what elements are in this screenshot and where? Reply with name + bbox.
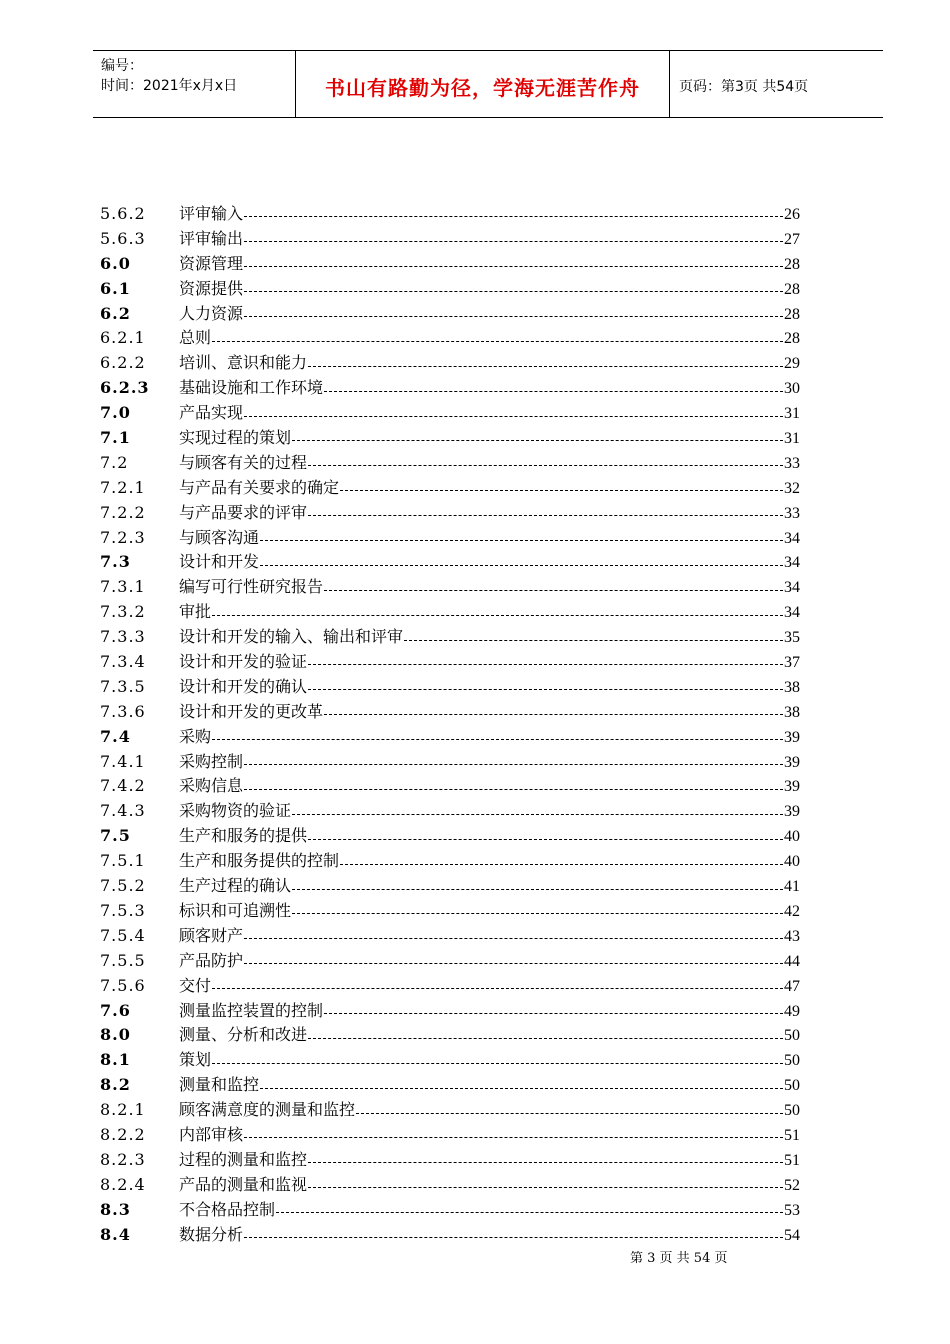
toc-page-number: 49 [784, 1002, 800, 1020]
toc-page-number: 37 [784, 654, 800, 672]
toc-dot-leader [260, 1088, 783, 1089]
toc-entry[interactable] [100, 526, 800, 551]
toc-page-number: 34 [784, 604, 800, 622]
toc-page-number: 39 [784, 803, 800, 821]
toc-entry-body [179, 302, 800, 328]
toc-dot-leader [324, 391, 783, 392]
toc-entry-body [179, 774, 800, 800]
toc-page-number: 34 [784, 579, 800, 597]
toc-section-number: 7.3.6 [100, 701, 146, 721]
toc-dot-leader [212, 1063, 783, 1064]
toc-entry-body [179, 227, 800, 253]
toc-dot-leader [340, 490, 783, 491]
toc-dot-leader [212, 739, 783, 740]
toc-section-title: 与顾客有关的过程 [179, 452, 308, 472]
table-of-contents [100, 202, 800, 1247]
toc-section-title: 与顾客沟通 [179, 527, 260, 547]
toc-entry[interactable] [100, 1123, 800, 1148]
toc-dot-leader [308, 366, 783, 367]
toc-dot-leader [244, 764, 783, 765]
toc-section-number: 8.2.3 [100, 1149, 146, 1169]
toc-section-number: 7.2.1 [100, 477, 146, 497]
toc-dot-leader [276, 1212, 783, 1213]
toc-page-number: 28 [784, 255, 800, 273]
toc-page-number: 47 [784, 977, 800, 995]
toc-section-title: 内部审核 [179, 1124, 244, 1144]
toc-entry-body [179, 1023, 800, 1049]
toc-entry[interactable] [100, 650, 800, 675]
toc-section-title: 评审输出 [179, 228, 244, 248]
toc-section-title: 设计和开发的更改革 [179, 701, 324, 721]
toc-section-number: 8.2 [100, 1075, 131, 1095]
toc-entry-body [179, 1223, 800, 1249]
toc-section-title: 设计和开发的输入、输出和评审 [179, 627, 404, 647]
toc-page-number: 42 [784, 902, 800, 920]
toc-section-number: 6.2.2 [100, 353, 146, 373]
document-time-label: 时间：2021年x月x日 [101, 78, 238, 94]
toc-entry-body [179, 202, 800, 228]
toc-page-number: 53 [784, 1201, 800, 1219]
toc-entry[interactable] [100, 924, 800, 949]
toc-section-title: 编写可行性研究报告 [179, 577, 324, 597]
toc-entry-body [179, 351, 800, 377]
toc-entry-body [179, 476, 800, 502]
toc-entry[interactable] [100, 874, 800, 899]
toc-entry[interactable] [100, 227, 800, 252]
toc-section-number: 7.5 [100, 826, 131, 846]
toc-section-title: 生产过程的确认 [179, 876, 292, 896]
toc-section-number: 7.3.3 [100, 627, 146, 647]
toc-section-title: 人力资源 [179, 303, 244, 323]
toc-entry[interactable] [100, 401, 800, 426]
toc-entry-body [179, 974, 800, 1000]
toc-section-number: 6.2.1 [100, 328, 146, 348]
toc-entry[interactable] [100, 1073, 800, 1098]
toc-entry-body [179, 326, 800, 352]
toc-entry[interactable] [100, 1148, 800, 1173]
toc-dot-leader [292, 889, 783, 890]
toc-entry[interactable] [100, 1198, 800, 1223]
toc-section-title: 培训、意识和能力 [179, 353, 308, 373]
header-motto-cell [295, 51, 670, 117]
toc-section-number: 7.5.4 [100, 925, 146, 945]
toc-page-number: 50 [784, 1052, 800, 1070]
toc-dot-leader [244, 266, 783, 267]
toc-page-number: 39 [784, 728, 800, 746]
toc-entry-body [179, 401, 800, 427]
toc-page-number: 54 [784, 1226, 800, 1244]
toc-entry-body [179, 625, 800, 651]
toc-entry[interactable] [100, 376, 800, 401]
page-footer: 第 3 页 共 54 页 [630, 1251, 728, 1266]
toc-entry[interactable] [100, 1023, 800, 1048]
document-header [93, 50, 883, 118]
toc-entry[interactable] [100, 476, 800, 501]
toc-page-number: 34 [784, 529, 800, 547]
toc-section-title: 与产品要求的评审 [179, 502, 308, 522]
toc-dot-leader [260, 565, 783, 566]
toc-page-number: 39 [784, 778, 800, 796]
toc-page-number: 26 [784, 206, 800, 223]
toc-dot-leader [292, 440, 783, 441]
toc-entry[interactable] [100, 451, 800, 476]
header-meta-cell [93, 51, 295, 117]
toc-entry[interactable] [100, 799, 800, 824]
toc-dot-leader [244, 1137, 783, 1138]
toc-section-title: 评审输入 [179, 204, 244, 223]
toc-entry[interactable] [100, 326, 800, 351]
toc-entry-body [179, 1073, 800, 1099]
toc-entry[interactable] [100, 575, 800, 600]
toc-dot-leader [212, 341, 783, 342]
toc-section-title: 资源管理 [179, 253, 244, 273]
toc-dot-leader [308, 1162, 783, 1163]
toc-entry[interactable] [100, 625, 800, 650]
toc-entry-body [179, 277, 800, 303]
toc-entry[interactable] [100, 1173, 800, 1198]
toc-dot-leader [308, 689, 783, 690]
toc-page-number: 51 [784, 1151, 800, 1169]
toc-section-title: 标识和可追溯性 [179, 900, 292, 920]
toc-section-number: 6.2 [100, 303, 131, 323]
document-number-label: 编号： [101, 58, 143, 74]
toc-entry[interactable] [100, 949, 800, 974]
toc-entry[interactable] [100, 1223, 800, 1248]
toc-dot-leader [324, 590, 783, 591]
toc-section-title: 顾客满意度的测量和监控 [179, 1100, 356, 1120]
toc-entry[interactable] [100, 999, 800, 1024]
toc-dot-leader [308, 1038, 783, 1039]
toc-page-number: 50 [784, 1102, 800, 1120]
toc-section-number: 7.5.1 [100, 851, 146, 871]
toc-page-number: 28 [784, 305, 800, 323]
toc-page-number: 44 [784, 952, 800, 970]
toc-entry[interactable] [100, 1098, 800, 1123]
toc-entry-body [179, 725, 800, 751]
toc-dot-leader [260, 540, 783, 541]
toc-section-title: 产品实现 [179, 403, 244, 423]
toc-section-title: 不合格品控制 [179, 1199, 276, 1219]
toc-page-number: 50 [784, 1077, 800, 1095]
toc-section-number: 7.0 [100, 403, 131, 423]
toc-section-title: 产品的测量和监视 [179, 1174, 308, 1194]
toc-section-title: 测量监控装置的控制 [179, 1000, 324, 1020]
toc-entry-body [179, 874, 800, 900]
toc-dot-leader [244, 1237, 783, 1238]
toc-entry[interactable] [100, 750, 800, 775]
toc-section-number: 8.0 [100, 1025, 131, 1045]
toc-section-title: 审批 [179, 602, 212, 622]
toc-section-number: 7.5.5 [100, 950, 146, 970]
toc-page-number: 31 [784, 430, 800, 448]
toc-section-title: 采购信息 [179, 776, 244, 796]
toc-entry[interactable] [100, 501, 800, 526]
toc-entry-body [179, 550, 800, 576]
toc-entry[interactable] [100, 277, 800, 302]
toc-section-title: 数据分析 [179, 1224, 244, 1244]
toc-dot-leader [340, 864, 783, 865]
toc-entry[interactable] [100, 824, 800, 849]
toc-section-number: 8.1 [100, 1050, 131, 1070]
toc-dot-leader [308, 664, 783, 665]
toc-page-number: 33 [784, 504, 800, 522]
toc-section-number: 5.6.2 [100, 204, 146, 223]
toc-entry-body [179, 1148, 800, 1174]
toc-section-number: 7.2.2 [100, 502, 146, 522]
toc-section-title: 设计和开发 [179, 552, 260, 572]
toc-page-number: 33 [784, 454, 800, 472]
toc-entry-body [179, 600, 800, 626]
toc-dot-leader [324, 1013, 783, 1014]
toc-section-title: 实现过程的策划 [179, 428, 292, 448]
toc-entry[interactable] [100, 426, 800, 451]
toc-page-number: 31 [784, 405, 800, 423]
toc-entry[interactable] [100, 252, 800, 277]
toc-section-title: 设计和开发的验证 [179, 652, 308, 672]
toc-page-number: 50 [784, 1027, 800, 1045]
toc-section-number: 7.4 [100, 726, 131, 746]
toc-section-number: 6.1 [100, 278, 131, 298]
toc-entry-body [179, 899, 800, 925]
toc-entry-body [179, 526, 800, 552]
toc-entry[interactable] [100, 302, 800, 327]
toc-page-number: 39 [784, 753, 800, 771]
toc-dot-leader [292, 814, 783, 815]
toc-page-number: 27 [784, 230, 800, 248]
toc-section-number: 8.3 [100, 1199, 131, 1219]
toc-entry-body [179, 824, 800, 850]
toc-section-number: 7.3.5 [100, 676, 146, 696]
toc-section-title: 测量、分析和改进 [179, 1025, 308, 1045]
toc-section-number: 7.2 [100, 452, 129, 472]
toc-page-number: 51 [784, 1126, 800, 1144]
toc-entry-body [179, 451, 800, 477]
toc-entry[interactable] [100, 974, 800, 999]
toc-dot-leader [308, 465, 783, 466]
toc-section-number: 7.3.2 [100, 602, 146, 622]
toc-dot-leader [212, 988, 783, 989]
toc-section-title: 设计和开发的确认 [179, 676, 308, 696]
toc-dot-leader [244, 216, 783, 217]
toc-section-number: 7.5.6 [100, 975, 146, 995]
toc-entry-body [179, 501, 800, 527]
toc-section-title: 采购 [179, 726, 212, 746]
toc-dot-leader [212, 615, 783, 616]
toc-page-number: 28 [784, 280, 800, 298]
toc-dot-leader [244, 291, 783, 292]
toc-entry-body [179, 999, 800, 1025]
header-page-cell [669, 51, 883, 117]
toc-dot-leader [404, 640, 783, 641]
toc-section-title: 生产和服务提供的控制 [179, 851, 340, 871]
toc-page-number: 38 [784, 678, 800, 696]
toc-entry-body [179, 650, 800, 676]
toc-entry-body [179, 949, 800, 975]
toc-dot-leader [244, 938, 783, 939]
toc-section-title: 总则 [179, 328, 212, 348]
toc-section-number: 7.5.2 [100, 876, 146, 896]
toc-section-number: 7.4.3 [100, 801, 146, 821]
toc-section-number: 7.2.3 [100, 527, 146, 547]
toc-entry[interactable] [100, 600, 800, 625]
toc-page-number: 30 [784, 380, 800, 398]
toc-section-number: 5.6.3 [100, 228, 146, 248]
toc-section-number: 7.5.3 [100, 900, 146, 920]
toc-dot-leader [244, 416, 783, 417]
toc-entry-body [179, 1123, 800, 1149]
toc-section-title: 生产和服务的提供 [179, 826, 308, 846]
toc-page-number: 35 [784, 629, 800, 647]
toc-page-number: 40 [784, 828, 800, 846]
toc-entry[interactable] [100, 550, 800, 575]
toc-section-number: 7.1 [100, 428, 131, 448]
toc-page-number: 28 [784, 330, 800, 348]
toc-section-title: 产品防护 [179, 950, 244, 970]
toc-entry-body [179, 750, 800, 776]
toc-dot-leader [244, 241, 783, 242]
toc-section-number: 8.2.4 [100, 1174, 146, 1194]
toc-entry-body [179, 675, 800, 701]
toc-page-number: 43 [784, 927, 800, 945]
toc-section-number: 6.0 [100, 253, 131, 273]
toc-section-number: 8.4 [100, 1224, 131, 1244]
toc-section-number: 7.3.4 [100, 652, 146, 672]
toc-entry-body [179, 924, 800, 950]
toc-section-number: 8.2.2 [100, 1124, 146, 1144]
toc-section-number: 7.4.1 [100, 751, 146, 771]
toc-entry-body [179, 252, 800, 278]
toc-entry[interactable] [100, 774, 800, 799]
toc-dot-leader [244, 316, 783, 317]
toc-page-number: 41 [784, 878, 800, 896]
toc-entry-body [179, 849, 800, 875]
toc-entry[interactable] [100, 351, 800, 376]
toc-entry[interactable] [100, 202, 800, 227]
toc-section-title: 交付 [179, 975, 212, 995]
toc-entry-body [179, 700, 800, 726]
toc-page-number: 52 [784, 1176, 800, 1194]
toc-section-title: 基础设施和工作环境 [179, 378, 324, 398]
toc-entry[interactable] [100, 1048, 800, 1073]
toc-section-title: 采购物资的验证 [179, 801, 292, 821]
toc-entry-body [179, 1098, 800, 1124]
toc-section-number: 8.2.1 [100, 1100, 146, 1120]
toc-entry-body [179, 376, 800, 402]
toc-page-number: 40 [784, 853, 800, 871]
toc-section-title: 资源提供 [179, 278, 244, 298]
toc-dot-leader [324, 714, 783, 715]
toc-page-number: 29 [784, 355, 800, 373]
toc-entry-body [179, 1173, 800, 1199]
toc-section-number: 7.3 [100, 552, 131, 572]
toc-dot-leader [292, 913, 783, 914]
toc-section-number: 7.6 [100, 1000, 131, 1020]
toc-entry-body [179, 799, 800, 825]
toc-dot-leader [308, 1187, 783, 1188]
toc-entry[interactable] [100, 725, 800, 750]
toc-section-title: 采购控制 [179, 751, 244, 771]
toc-entry-body [179, 426, 800, 452]
toc-section-title: 测量和监控 [179, 1075, 260, 1095]
toc-entry-body [179, 1048, 800, 1074]
toc-section-number: 7.4.2 [100, 776, 146, 796]
toc-section-number: 6.2.3 [100, 378, 150, 398]
toc-dot-leader [308, 839, 783, 840]
toc-section-number: 7.3.1 [100, 577, 146, 597]
toc-entry[interactable] [100, 899, 800, 924]
toc-entry[interactable] [100, 700, 800, 725]
toc-section-title: 策划 [179, 1050, 212, 1070]
toc-entry-body [179, 575, 800, 601]
toc-page-number: 38 [784, 703, 800, 721]
toc-section-title: 过程的测量和监控 [179, 1149, 308, 1169]
toc-dot-leader [244, 963, 783, 964]
toc-dot-leader [356, 1113, 783, 1114]
toc-dot-leader [308, 515, 783, 516]
toc-entry[interactable] [100, 849, 800, 874]
toc-page-number: 32 [784, 479, 800, 497]
header-page-info: 页码：第3页 共54页 [679, 79, 809, 95]
toc-entry-body [179, 1198, 800, 1224]
toc-page-number: 34 [784, 554, 800, 572]
toc-entry[interactable] [100, 675, 800, 700]
header-motto: 书山有路勤为径，学海无涯苦作舟 [325, 76, 640, 100]
toc-section-title: 顾客财产 [179, 925, 244, 945]
toc-dot-leader [244, 789, 783, 790]
toc-section-title: 与产品有关要求的确定 [179, 477, 340, 497]
